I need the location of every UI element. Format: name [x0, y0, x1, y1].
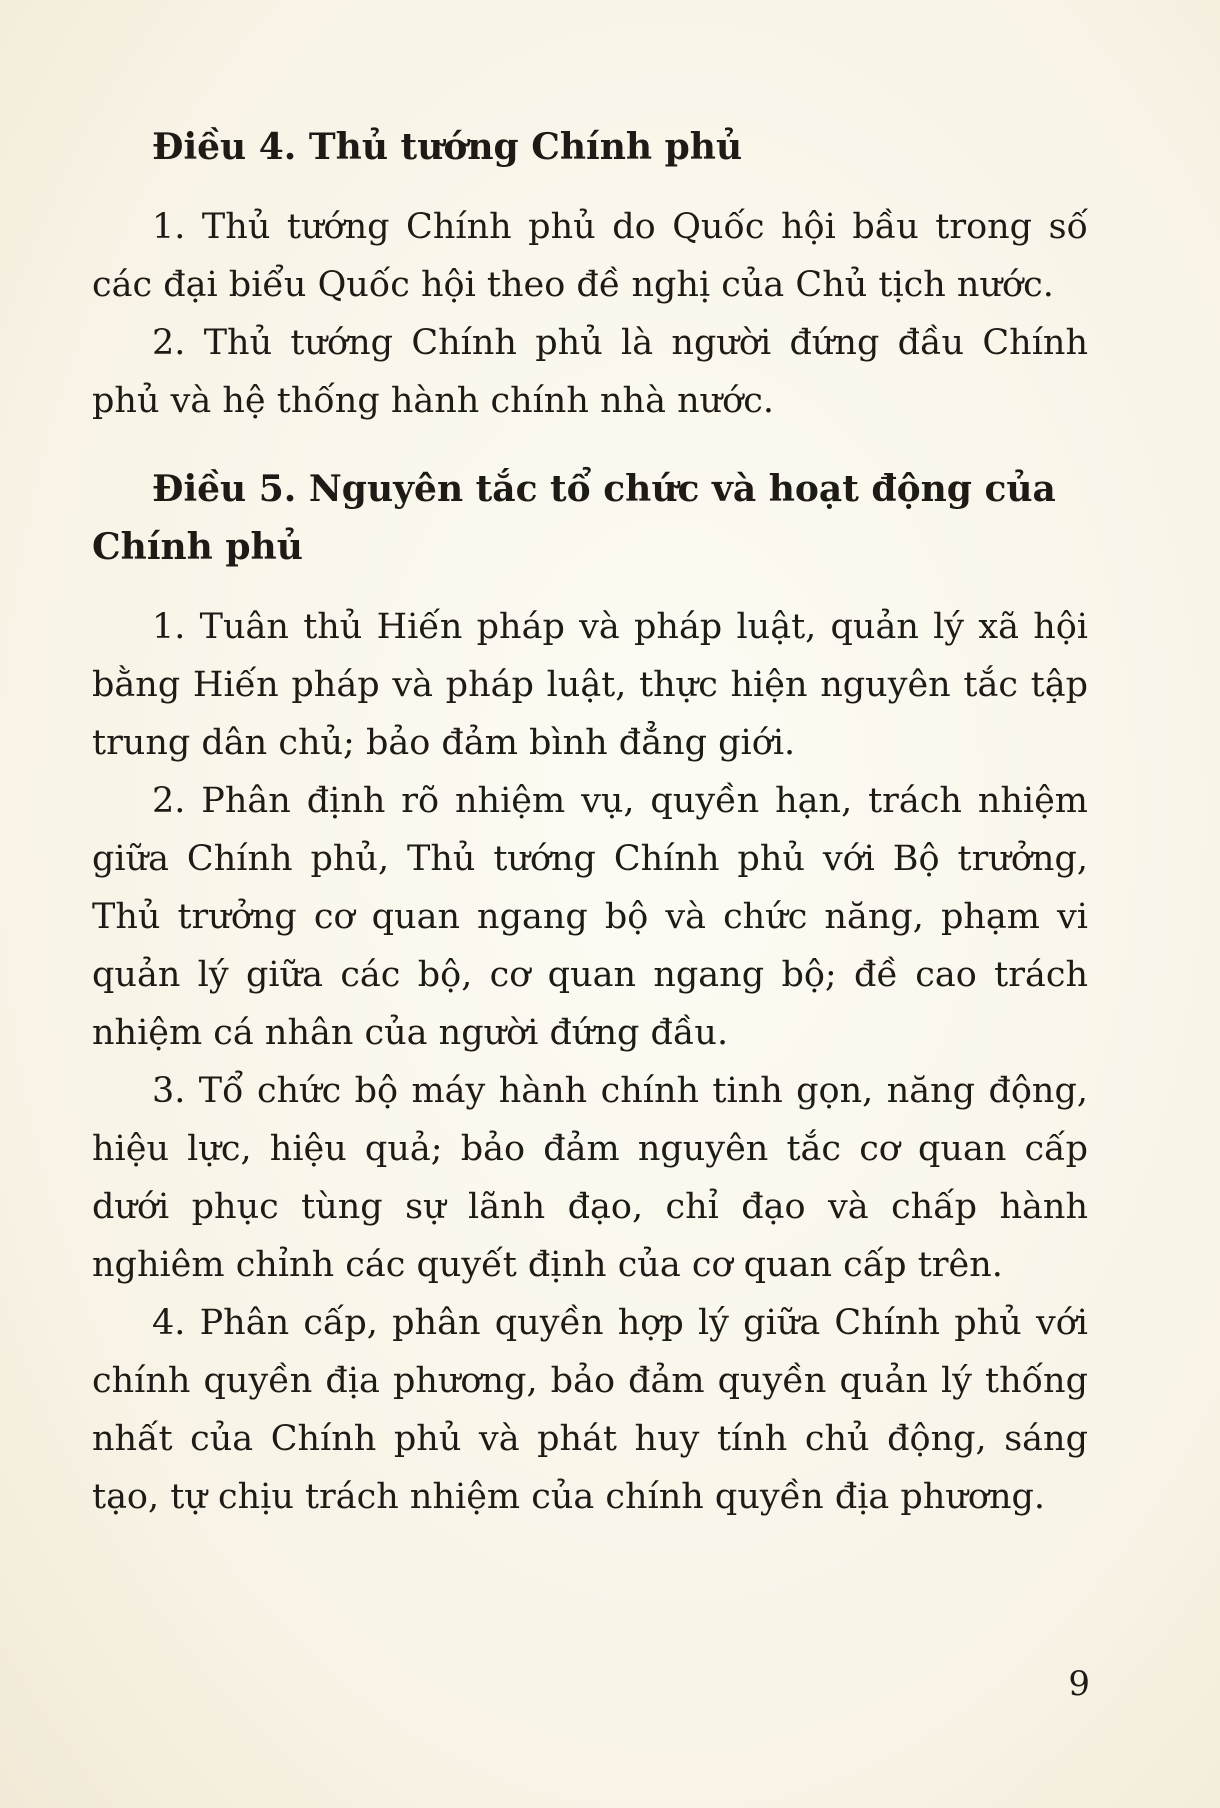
article-heading: Điều 4. Thủ tướng Chính phủ — [152, 126, 743, 168]
article-clause: 1. Tuân thủ Hiến pháp và pháp luật, quản lý xã hội bằng Hiến pháp và pháp luật, thực hiện nguyên tắc tập trung dân chủ; bảo đảm bình đẳng giới. — [92, 607, 1088, 763]
page-number: 9 — [1068, 1664, 1090, 1704]
article-clause: 4. Phân cấp, phân quyền hợp lý giữa Chính phủ với chính quyền địa phương, bảo đảm quyền quản lý thống nhất của Chính phủ và phát huy tính chủ động, sáng tạo, tự chịu trách nhiệm của chính quyền địa phương. — [92, 1303, 1088, 1517]
page-body — [92, 118, 1088, 1526]
article-5 — [92, 460, 1088, 1526]
article-clause: 1. Thủ tướng Chính phủ do Quốc hội bầu trong số các đại biểu Quốc hội theo đề nghị của Chủ tịch nước. — [92, 207, 1088, 305]
article-4 — [92, 118, 1088, 430]
article-clause: 3. Tổ chức bộ máy hành chính tinh gọn, năng động, hiệu lực, hiệu quả; bảo đảm nguyên tắc cơ quan cấp dưới phục tùng sự lãnh đạo, chỉ đạo và chấp hành nghiêm chỉnh các quyết định của cơ quan cấp trên. — [92, 1071, 1088, 1285]
article-heading: Điều 5. Nguyên tắc tổ chức và hoạt động của Chính phủ — [92, 468, 1056, 568]
article-clause: 2. Phân định rõ nhiệm vụ, quyền hạn, trách nhiệm giữa Chính phủ, Thủ tướng Chính phủ với Bộ trưởng, Thủ trưởng cơ quan ngang bộ và chức năng, phạm vi quản lý giữa các bộ, cơ quan ngang bộ; đề cao trách nhiệm cá nhân của người đứng đầu. — [92, 781, 1088, 1053]
article-clause: 2. Thủ tướng Chính phủ là người đứng đầu Chính phủ và hệ thống hành chính nhà nước. — [92, 323, 1088, 421]
